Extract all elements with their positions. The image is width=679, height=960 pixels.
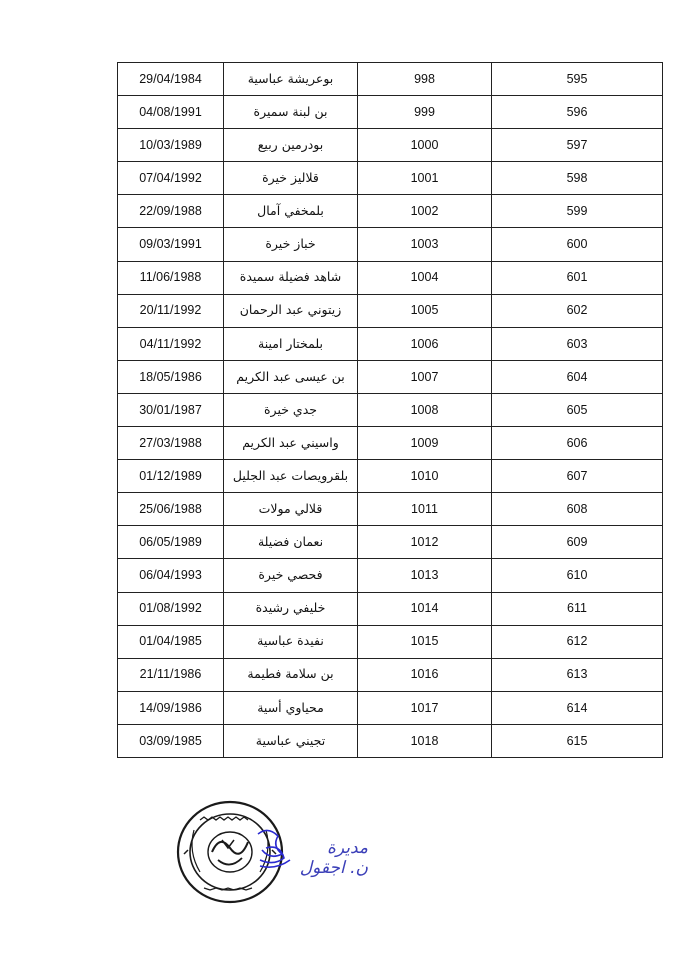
signature-block: [268, 838, 368, 878]
table-row: [118, 526, 663, 559]
registration-number-cell: 1001: [358, 162, 492, 195]
birth-date-cell: 21/11/1986: [118, 658, 224, 691]
sequence-number-cell: 612: [492, 625, 663, 658]
birth-date-cell: 04/11/1992: [118, 327, 224, 360]
table-row: [118, 228, 663, 261]
registration-number-cell: 1005: [358, 294, 492, 327]
sequence-number-cell: 605: [492, 393, 663, 426]
table-row: [118, 460, 663, 493]
sequence-number-cell: 613: [492, 658, 663, 691]
table-row: [118, 724, 663, 757]
sequence-number-cell: 599: [492, 195, 663, 228]
birth-date-cell: 01/08/1992: [118, 592, 224, 625]
full-name-cell: بلمختار امينة: [224, 327, 358, 360]
table-row: [118, 294, 663, 327]
birth-date-cell: 18/05/1986: [118, 360, 224, 393]
birth-date-cell: 22/09/1988: [118, 195, 224, 228]
table-row: [118, 493, 663, 526]
birth-date-cell: 29/04/1984: [118, 63, 224, 96]
full-name-cell: نعمان فضيلة: [224, 526, 358, 559]
registration-number-cell: 1008: [358, 393, 492, 426]
birth-date-cell: 06/05/1989: [118, 526, 224, 559]
full-name-cell: زيتوني عبد الرحمان: [224, 294, 358, 327]
sequence-number-cell: 608: [492, 493, 663, 526]
registration-number-cell: 1002: [358, 195, 492, 228]
table-row: [118, 658, 663, 691]
birth-date-cell: 09/03/1991: [118, 228, 224, 261]
table-row: [118, 559, 663, 592]
full-name-cell: فحصي خيرة: [224, 559, 358, 592]
registration-number-cell: 1000: [358, 129, 492, 162]
full-name-cell: بلمخفي آمال: [224, 195, 358, 228]
table-row: [118, 129, 663, 162]
table-row: [118, 360, 663, 393]
table-row: [118, 63, 663, 96]
birth-date-cell: 04/08/1991: [118, 96, 224, 129]
registration-number-cell: 1012: [358, 526, 492, 559]
registration-number-cell: 1010: [358, 460, 492, 493]
birth-date-cell: 27/03/1988: [118, 427, 224, 460]
table-row: [118, 96, 663, 129]
birth-date-cell: 01/12/1989: [118, 460, 224, 493]
table-row: [118, 162, 663, 195]
full-name-cell: بوعريشة عباسية: [224, 63, 358, 96]
table-row: [118, 393, 663, 426]
birth-date-cell: 14/09/1986: [118, 691, 224, 724]
signature-title: مديرة: [326, 838, 368, 858]
full-name-cell: بن سلامة فطيمة: [224, 658, 358, 691]
registration-number-cell: 1014: [358, 592, 492, 625]
sequence-number-cell: 600: [492, 228, 663, 261]
full-name-cell: محياوي أسية: [224, 691, 358, 724]
sequence-number-cell: 597: [492, 129, 663, 162]
birth-date-cell: 30/01/1987: [118, 393, 224, 426]
sequence-number-cell: 596: [492, 96, 663, 129]
birth-date-cell: 06/04/1993: [118, 559, 224, 592]
full-name-cell: خباز خيرة: [224, 228, 358, 261]
sequence-number-cell: 602: [492, 294, 663, 327]
sequence-number-cell: 604: [492, 360, 663, 393]
full-name-cell: قلاليز خيرة: [224, 162, 358, 195]
full-name-cell: قلالي مولات: [224, 493, 358, 526]
sequence-number-cell: 610: [492, 559, 663, 592]
sequence-number-cell: 606: [492, 427, 663, 460]
sequence-number-cell: 607: [492, 460, 663, 493]
table-row: [118, 691, 663, 724]
registration-number-cell: 1004: [358, 261, 492, 294]
birth-date-cell: 25/06/1988: [118, 493, 224, 526]
registration-number-cell: 1015: [358, 625, 492, 658]
table-row: [118, 592, 663, 625]
table-row: [118, 261, 663, 294]
table-row: [118, 327, 663, 360]
full-name-cell: جدي خيرة: [224, 393, 358, 426]
table-row: [118, 625, 663, 658]
birth-date-cell: 01/04/1985: [118, 625, 224, 658]
birth-date-cell: 03/09/1985: [118, 724, 224, 757]
sequence-number-cell: 598: [492, 162, 663, 195]
full-name-cell: بن عيسى عبد الكريم: [224, 360, 358, 393]
table-row: [118, 427, 663, 460]
registration-number-cell: 1006: [358, 327, 492, 360]
sequence-number-cell: 611: [492, 592, 663, 625]
registration-number-cell: 1017: [358, 691, 492, 724]
registration-number-cell: 1016: [358, 658, 492, 691]
full-name-cell: نفيدة عباسية: [224, 625, 358, 658]
full-name-cell: خليفي رشيدة: [224, 592, 358, 625]
registration-number-cell: 1013: [358, 559, 492, 592]
registration-number-cell: 999: [358, 96, 492, 129]
sequence-number-cell: 614: [492, 691, 663, 724]
full-name-cell: بلقرويصات عبد الجليل: [224, 460, 358, 493]
roster-table-body: [118, 63, 663, 758]
sequence-number-cell: 603: [492, 327, 663, 360]
birth-date-cell: 20/11/1992: [118, 294, 224, 327]
full-name-cell: بن لبنة سميرة: [224, 96, 358, 129]
table-row: [118, 195, 663, 228]
birth-date-cell: 11/06/1988: [118, 261, 224, 294]
registration-number-cell: 1011: [358, 493, 492, 526]
registration-number-cell: 1018: [358, 724, 492, 757]
full-name-cell: واسيني عبد الكريم: [224, 427, 358, 460]
registration-number-cell: 1009: [358, 427, 492, 460]
sequence-number-cell: 601: [492, 261, 663, 294]
full-name-cell: تجيني عباسية: [224, 724, 358, 757]
registration-number-cell: 1003: [358, 228, 492, 261]
birth-date-cell: 07/04/1992: [118, 162, 224, 195]
sequence-number-cell: 609: [492, 526, 663, 559]
signature-name: ن. اجقول: [299, 858, 368, 878]
roster-table: [117, 62, 663, 758]
registration-number-cell: 998: [358, 63, 492, 96]
full-name-cell: بودرمين ربيع: [224, 129, 358, 162]
birth-date-cell: 10/03/1989: [118, 129, 224, 162]
full-name-cell: شاهد فضيلة سميدة: [224, 261, 358, 294]
registration-number-cell: 1007: [358, 360, 492, 393]
sequence-number-cell: 615: [492, 724, 663, 757]
sequence-number-cell: 595: [492, 63, 663, 96]
